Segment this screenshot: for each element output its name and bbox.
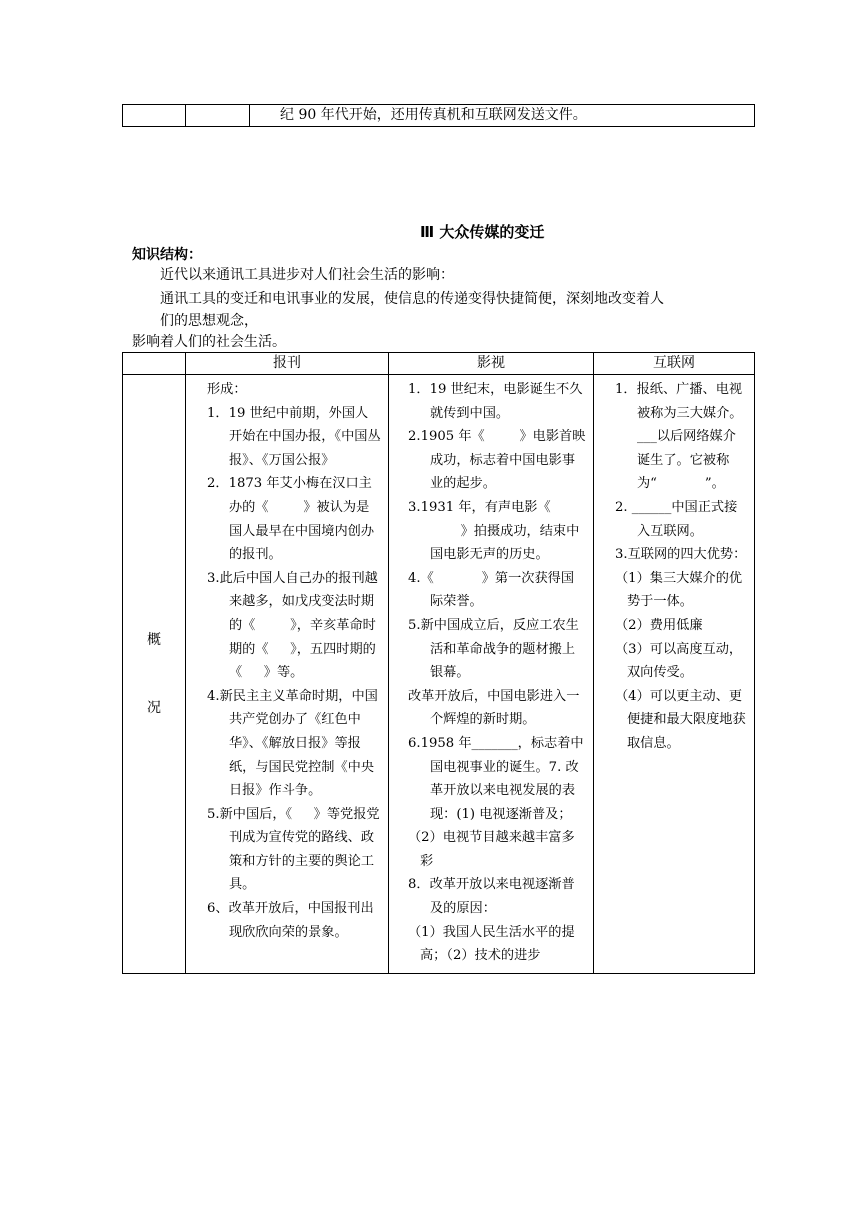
header-newspaper: 报刊 [186,353,389,375]
top-row-text: 纪 90 年代开始，还用传真机和互联网发送文件。 [250,105,755,127]
list-item: 1．19 世纪中前期，外国人开始在中国办报，《中国丛报》、《万国公报》 [207,405,381,468]
table-header-row [123,353,755,375]
list-item: 8．改革开放以来电视逐渐普及的原因： [408,877,575,917]
knowledge-heading: 知识结构： [132,247,202,263]
list-item: （4）可以更主动、更便捷和最大限度地获取信息。 [615,688,746,751]
list-item: （1）我国人民生活水平的提高；（2）技术的进步 [408,924,575,964]
list-item: 4.新民主主义革命时期，中国共产党创办了《红色中华》、《解放日报》等报纸，与国民党控制《中央日报》作斗争。 [207,688,378,799]
list-item: （3）可以高度互动，双向传受。 [615,641,743,681]
newspaper-cell [186,375,389,974]
empty-cell [186,105,250,127]
list-item: 2.1905 年《 》电影首映成功，标志着中国电影事业的起步。 [408,429,586,492]
list-item: 3.此后中国人自己办的报刊越来越多，如戊戌变法时期的《 》，辛亥革命时期的《 》，五四时期的《 》等。 [207,570,378,681]
list-item: （2）电视节目越来越丰富多彩 [408,830,575,869]
row-label-char-1: 概 [147,631,161,648]
list-item: 3.1931 年，有声电影《 》拍摄成功，结束中国电影无声的历史。 [408,499,580,563]
top-table-fragment [122,104,755,127]
header-internet: 互联网 [594,353,755,375]
list-item: 4.《 》第一次获得国际荣誉。 [408,570,575,610]
list-item: 6.1958 年_______，标志着中国电视事业的诞生。7. 改革开放以来电视发展的表现：(1) 电视逐渐普及； [408,735,584,822]
list-item: 5.新中国后，《 》等党报党刊成为宣传党的路线、政策和方针的主要的舆论工具。 [207,806,380,893]
empty-cell [123,105,186,127]
list-item: 改革开放后，中国电影进入一个辉煌的新时期。 [408,688,580,728]
list-item: 2．1873 年艾小梅在汉口主办的《 》被认为是国人最早在中国境内创办的报刊。 [207,476,375,563]
list-item: （1）集三大媒介的优势于一体。 [615,570,743,610]
list-item: 6、改革开放后，中国报刊出现欣欣向荣的景象。 [207,901,374,940]
list-item: （2）费用低廉 [615,617,703,633]
intro-line-1: 近代以来通讯工具进步对人们社会生活的影响： [160,267,454,283]
table-row [123,105,755,127]
film-tv-cell [389,375,594,974]
internet-cell [594,375,755,974]
intro-line-4: 影响着人们的社会生活。 [132,334,286,350]
row-label-char-2: 况 [147,699,161,716]
row-label-cell [123,375,186,974]
list-item: 形成： [207,382,247,397]
media-table [122,352,755,974]
intro-line-3: 们的思想观念， [160,313,258,329]
list-item: 2. ______中国正式接入互联网。 [615,499,738,539]
header-film-tv: 影视 [389,353,594,375]
section-title: Ⅲ 大众传媒的变迁 [420,223,545,241]
table-row [123,375,755,974]
list-item: 5.新中国成立后，反应工农生活和革命战争的题材搬上银幕。 [408,617,579,681]
intro-line-2: 通讯工具的变迁和电讯事业的发展，使信息的传递变得快捷简便，深刻地改变着人 [160,291,664,307]
header-empty [123,353,186,375]
list-item: 3.互联网的四大优势： [615,547,747,563]
list-item: 1．19 世纪末，电影诞生不久就传到中国。 [408,382,583,421]
list-item: 1．报纸、广播、电视被称为三大媒介。___以后网络媒介诞生了。它被称为“ ”。 [615,382,743,492]
